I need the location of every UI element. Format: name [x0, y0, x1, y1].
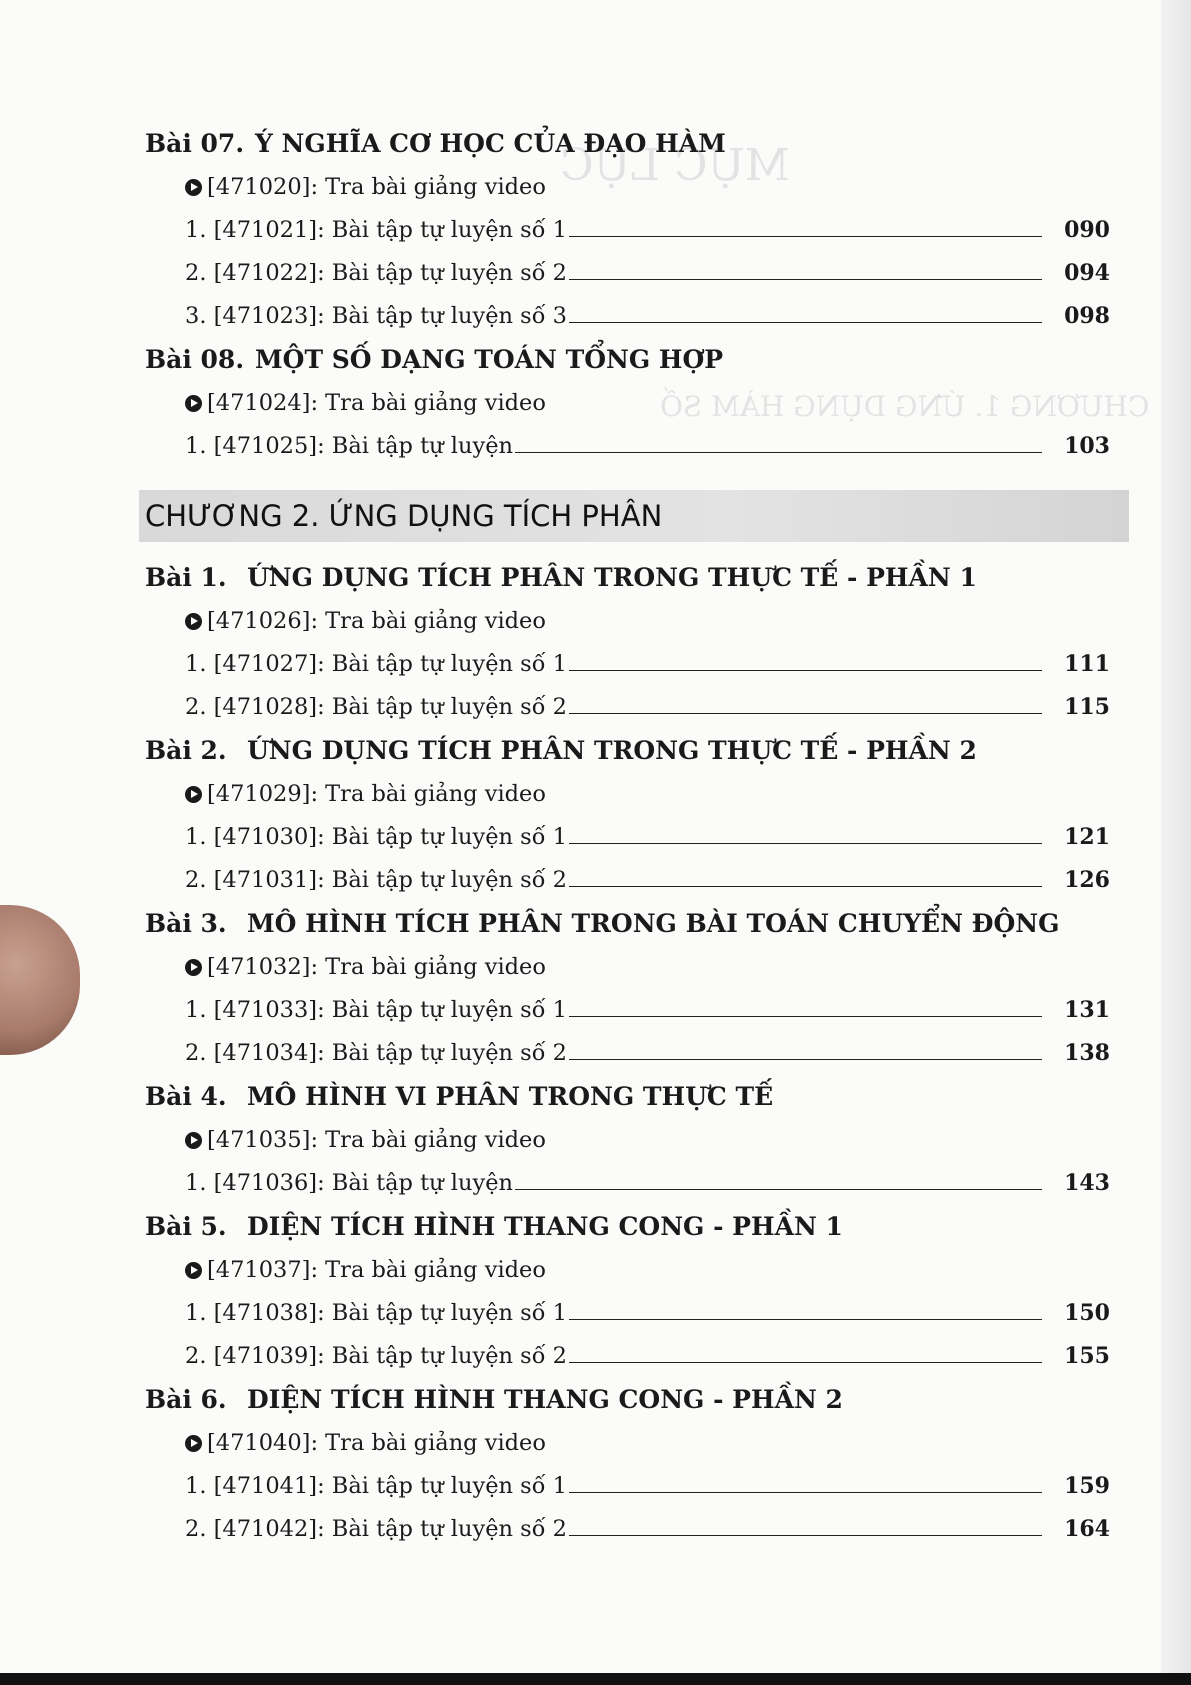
- lesson-number: Bài 08.: [145, 345, 245, 374]
- lesson-title-text: Ý NGHĨA CƠ HỌC CỦA ĐẠO HÀM: [255, 129, 726, 158]
- lesson-heading: [145, 1205, 1110, 1249]
- play-circle-icon: [185, 959, 202, 976]
- lesson-heading: [145, 122, 1110, 166]
- dot-leader: [569, 1509, 1042, 1536]
- dot-leader: [569, 687, 1042, 714]
- entry-title: 3. [471023]: Bài tập tự luyện số 3: [185, 303, 567, 329]
- page-number: 143: [1064, 1170, 1110, 1196]
- toc-entry[interactable]: [145, 1335, 1110, 1378]
- lesson-title-text: DIỆN TÍCH HÌNH THANG CONG - PHẦN 1: [247, 1212, 843, 1241]
- toc-entry[interactable]: [145, 816, 1110, 859]
- video-lecture-text: [471020]: Tra bài giảng video: [207, 174, 546, 200]
- bleed-through-title: MỤC LỤC: [560, 140, 790, 191]
- lesson-heading: [145, 902, 1110, 946]
- lesson-number: Bài 5.: [145, 1212, 227, 1241]
- dot-leader: [569, 1033, 1042, 1060]
- page-number: 098: [1064, 303, 1110, 329]
- toc-entry[interactable]: [145, 1032, 1110, 1075]
- video-lecture-link[interactable]: [145, 382, 1110, 425]
- page-number: 131: [1064, 997, 1110, 1023]
- entry-title: 2. [471042]: Bài tập tự luyện số 2: [185, 1516, 567, 1542]
- page-number: 138: [1064, 1040, 1110, 1066]
- play-circle-icon: [185, 179, 202, 196]
- lesson-heading: [145, 1075, 1110, 1119]
- video-lecture-text: [471029]: Tra bài giảng video: [207, 781, 546, 807]
- page-number: 094: [1064, 260, 1110, 286]
- dot-leader: [569, 644, 1042, 671]
- dot-leader: [569, 1336, 1042, 1363]
- play-circle-icon: [185, 1262, 202, 1279]
- play-circle-icon: [185, 1435, 202, 1452]
- entry-title: 2. [471034]: Bài tập tự luyện số 2: [185, 1040, 567, 1066]
- dot-leader: [569, 860, 1042, 887]
- toc-entry[interactable]: [145, 295, 1110, 338]
- toc-entry[interactable]: [145, 1162, 1110, 1205]
- entry-title: 1. [471036]: Bài tập tự luyện: [185, 1170, 513, 1196]
- play-circle-icon: [185, 1132, 202, 1149]
- page-number: 111: [1064, 651, 1110, 677]
- entry-title: 2. [471039]: Bài tập tự luyện số 2: [185, 1343, 567, 1369]
- video-lecture-text: [471032]: Tra bài giảng video: [207, 954, 546, 980]
- toc-entry[interactable]: [145, 1292, 1110, 1335]
- lesson-number: Bài 6.: [145, 1385, 227, 1414]
- video-lecture-link[interactable]: [145, 1422, 1110, 1465]
- lesson-heading: [145, 338, 1110, 382]
- entry-title: 1. [471033]: Bài tập tự luyện số 1: [185, 997, 567, 1023]
- lesson-title-text: ỨNG DỤNG TÍCH PHÂN TRONG THỰC TẾ - PHẦN 1: [247, 563, 977, 592]
- video-lecture-link[interactable]: [145, 1249, 1110, 1292]
- video-lecture-link[interactable]: [145, 773, 1110, 816]
- toc-entry[interactable]: [145, 252, 1110, 295]
- video-lecture-text: [471037]: Tra bài giảng video: [207, 1257, 546, 1283]
- dot-leader: [569, 253, 1042, 280]
- page-number: 155: [1064, 1343, 1110, 1369]
- lesson-number: Bài 4.: [145, 1082, 227, 1111]
- lesson-number: Bài 07.: [145, 129, 245, 158]
- entry-title: 1. [471030]: Bài tập tự luyện số 1: [185, 824, 567, 850]
- entry-title: 1. [471025]: Bài tập tự luyện: [185, 433, 513, 459]
- video-lecture-link[interactable]: [145, 1119, 1110, 1162]
- video-lecture-link[interactable]: [145, 166, 1110, 209]
- lesson-title-text: DIỆN TÍCH HÌNH THANG CONG - PHẦN 2: [247, 1385, 843, 1414]
- toc-entry[interactable]: [145, 1508, 1110, 1551]
- toc-entry[interactable]: [145, 686, 1110, 729]
- page-number: 164: [1064, 1516, 1110, 1542]
- lesson-title-text: MÔ HÌNH VI PHÂN TRONG THỰC TẾ: [247, 1082, 774, 1111]
- video-lecture-link[interactable]: [145, 600, 1110, 643]
- table-of-contents: [145, 122, 1110, 1551]
- dot-leader: [569, 1293, 1042, 1320]
- dot-leader: [569, 296, 1042, 323]
- entry-title: 1. [471038]: Bài tập tự luyện số 1: [185, 1300, 567, 1326]
- page-number: 115: [1064, 694, 1110, 720]
- entry-title: 1. [471021]: Bài tập tự luyện số 1: [185, 217, 567, 243]
- dot-leader: [569, 210, 1042, 237]
- dot-leader: [515, 426, 1042, 453]
- toc-entry[interactable]: [145, 209, 1110, 252]
- toc-entry[interactable]: [145, 425, 1110, 468]
- lesson-title-text: MỘT SỐ DẠNG TOÁN TỔNG HỢP: [255, 345, 724, 374]
- page-number: 150: [1064, 1300, 1110, 1326]
- entry-title: 2. [471028]: Bài tập tự luyện số 2: [185, 694, 567, 720]
- lesson-title-text: MÔ HÌNH TÍCH PHÂN TRONG BÀI TOÁN CHUYỂN ĐỘNG: [247, 909, 1060, 938]
- video-lecture-link[interactable]: [145, 946, 1110, 989]
- page-number: 121: [1064, 824, 1110, 850]
- play-circle-icon: [185, 613, 202, 630]
- scan-bottom-border: [0, 1673, 1191, 1685]
- video-lecture-text: [471040]: Tra bài giảng video: [207, 1430, 546, 1456]
- lesson-heading: [145, 1378, 1110, 1422]
- entry-title: 1. [471041]: Bài tập tự luyện số 1: [185, 1473, 567, 1499]
- page-number: 090: [1064, 217, 1110, 243]
- dot-leader: [515, 1163, 1042, 1190]
- lesson-title-text: ỨNG DỤNG TÍCH PHÂN TRONG THỰC TẾ - PHẦN 2: [247, 736, 977, 765]
- thumb-finger: [0, 905, 80, 1055]
- dot-leader: [569, 1466, 1042, 1493]
- play-circle-icon: [185, 786, 202, 803]
- entry-title: 1. [471027]: Bài tập tự luyện số 1: [185, 651, 567, 677]
- toc-entry[interactable]: [145, 989, 1110, 1032]
- entry-title: 2. [471022]: Bài tập tự luyện số 2: [185, 260, 567, 286]
- lesson-heading: [145, 729, 1110, 773]
- chapter-heading: CHƯƠNG 2. ỨNG DỤNG TÍCH PHÂN: [139, 490, 1129, 542]
- video-lecture-text: [471035]: Tra bài giảng video: [207, 1127, 546, 1153]
- play-circle-icon: [185, 395, 202, 412]
- toc-entry[interactable]: [145, 1465, 1110, 1508]
- dot-leader: [569, 817, 1042, 844]
- entry-title: 2. [471031]: Bài tập tự luyện số 2: [185, 867, 567, 893]
- page-number: 159: [1064, 1473, 1110, 1499]
- lesson-number: Bài 3.: [145, 909, 227, 938]
- video-lecture-text: [471024]: Tra bài giảng video: [207, 390, 546, 416]
- page-number: 126: [1064, 867, 1110, 893]
- page-edge: [1161, 0, 1191, 1685]
- page-number: 103: [1064, 433, 1110, 459]
- lesson-number: Bài 2.: [145, 736, 227, 765]
- bleed-through-chapter: CHƯƠNG 1. ỨNG DỤNG HÀM SỐ: [660, 390, 1150, 423]
- lesson-heading: [145, 556, 1110, 600]
- toc-entry[interactable]: [145, 859, 1110, 902]
- dot-leader: [569, 990, 1042, 1017]
- toc-entry[interactable]: [145, 643, 1110, 686]
- video-lecture-text: [471026]: Tra bài giảng video: [207, 608, 546, 634]
- lesson-number: Bài 1.: [145, 563, 227, 592]
